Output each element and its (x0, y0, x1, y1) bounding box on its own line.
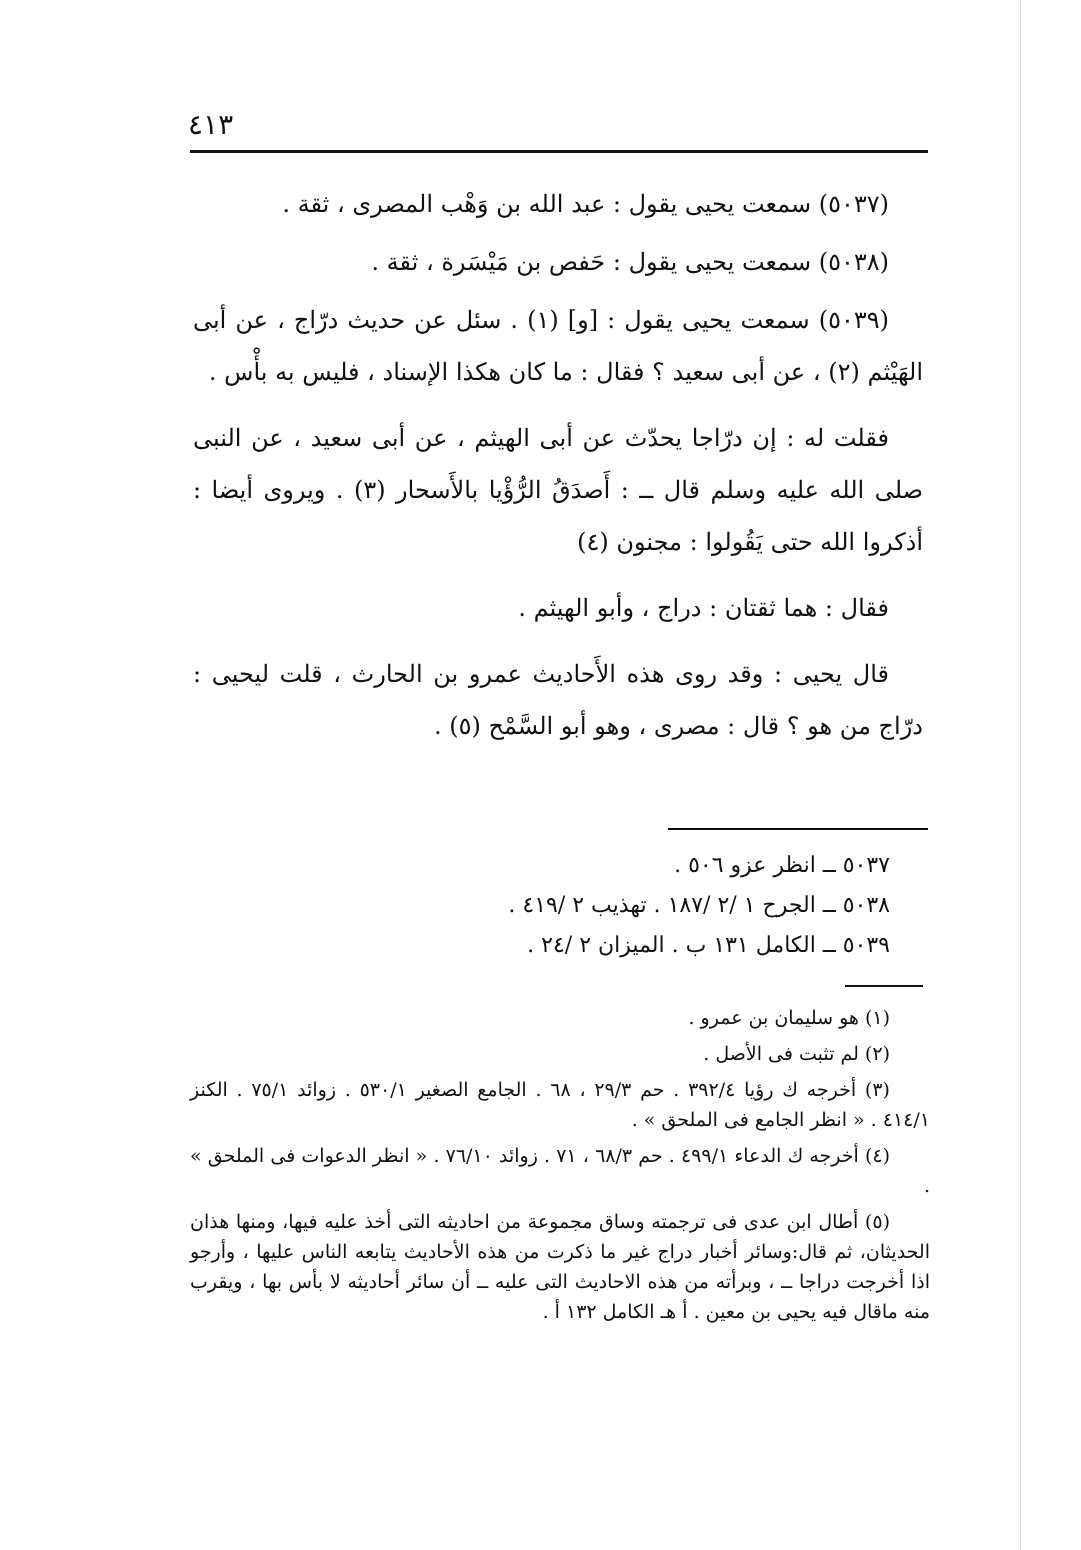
main-text (193, 178, 923, 766)
footnotes-rule (845, 985, 923, 987)
entry-5039: (٥٠٣٩) سمعت يحيى يقول : [و] (١) . سئل عن حديث درّاج ، عن أبى الهَيْثم (٢) ، عن أبى سعيد ؟ فقال : ما كان هكذا الإسناد ، فليس به بأْس . (193, 306, 923, 386)
sources-rule (668, 828, 928, 830)
footnote-1: (١) هو سليمان بن عمرو . (688, 1007, 890, 1029)
paragraph-question: فقلت له : إن درّاجا يحدّث عن أبى الهيثم ، عن أبى سعيد ، عن النبى صلى الله عليه وسلم قال ــ : أَصدَقُ الرُّؤْيا بالأَسحار (٣) . ويروى أيضا : أذكروا الله حتى يَقُولوا : مجنون (٤) (193, 424, 924, 556)
footnote-3: (٣) أخرجه ك رؤيا ٣٩٢/٤ . حم ٢٩/٣ ، ٦٨ . الجامع الصغير ٥٣٠/١ . زوائد ٧٥/١ . الكنز ٤١٤/١ . « انظر الجامع فى الملحق » . (190, 1079, 930, 1131)
entry-5037: (٥٠٣٧) سمعت يحيى يقول : عبد الله بن وَهْب المصرى ، ثقة . (282, 190, 889, 218)
footnote-4: (٤) أخرجه ك الدعاء ٤٩٩/١ . حم ٦٨/٣ ، ٧١ . زوائد ٧٦/١٠ . « انظر الدعوات فى الملحق » . (190, 1145, 930, 1197)
entry-5038: (٥٠٣٨) سمعت يحيى يقول : حَفص بن مَيْسَرة ، ثقة . (371, 248, 889, 276)
source-item: ٥٠٣٨ ــ الجرح ١ /٢ /١٨٧ . تهذيب ٢ /٤١٩ . (508, 893, 890, 918)
footnote-2: (٢) لم تثبت فى الأصل . (703, 1043, 890, 1065)
sources-list (400, 846, 890, 966)
paragraph-answer: فقال : هما ثقتان : دراج ، وأبو الهيثم . (518, 594, 889, 622)
source-item: ٥٠٣٩ ــ الكامل ١٣١ ب . الميزان ٢ /٢٤ . (527, 933, 890, 958)
footnotes-list (190, 1003, 930, 1333)
header-rule (190, 150, 928, 153)
paragraph-yahya: قال يحيى : وقد روى هذه الأَحاديث عمرو بن الحارث ، قلت ليحيى : درّاج من هو ؟ قال : مصرى ، وهو أبو السَّمْح (٥) . (193, 660, 923, 740)
source-item: ٥٠٣٧ ــ انظر عزو ٥٠٦ . (674, 853, 890, 878)
page-edge-line (1020, 0, 1021, 1550)
page-number: ٤١٣ (188, 108, 234, 141)
footnote-5: (٥) أطال ابن عدى فى ترجمته وساق مجموعة من احاديثه التى أخذ عليه فيها، ومنها هذان الحديثان، ثم قال:وسائر أخبار دراج غير ما ذكرت من هذه الأحاديث يتابعه الناس عليها ، وأرجو اذا أخرجت دراجا ــ ، وبرأته من هذه الاحاديث التى عليه ــ أن سائر أحاديثه لا بأس بها ، ويقرب منه ماقال فيه يحيى بن معين . أ هـ الكامل ١٣٢ أ . (190, 1211, 930, 1323)
